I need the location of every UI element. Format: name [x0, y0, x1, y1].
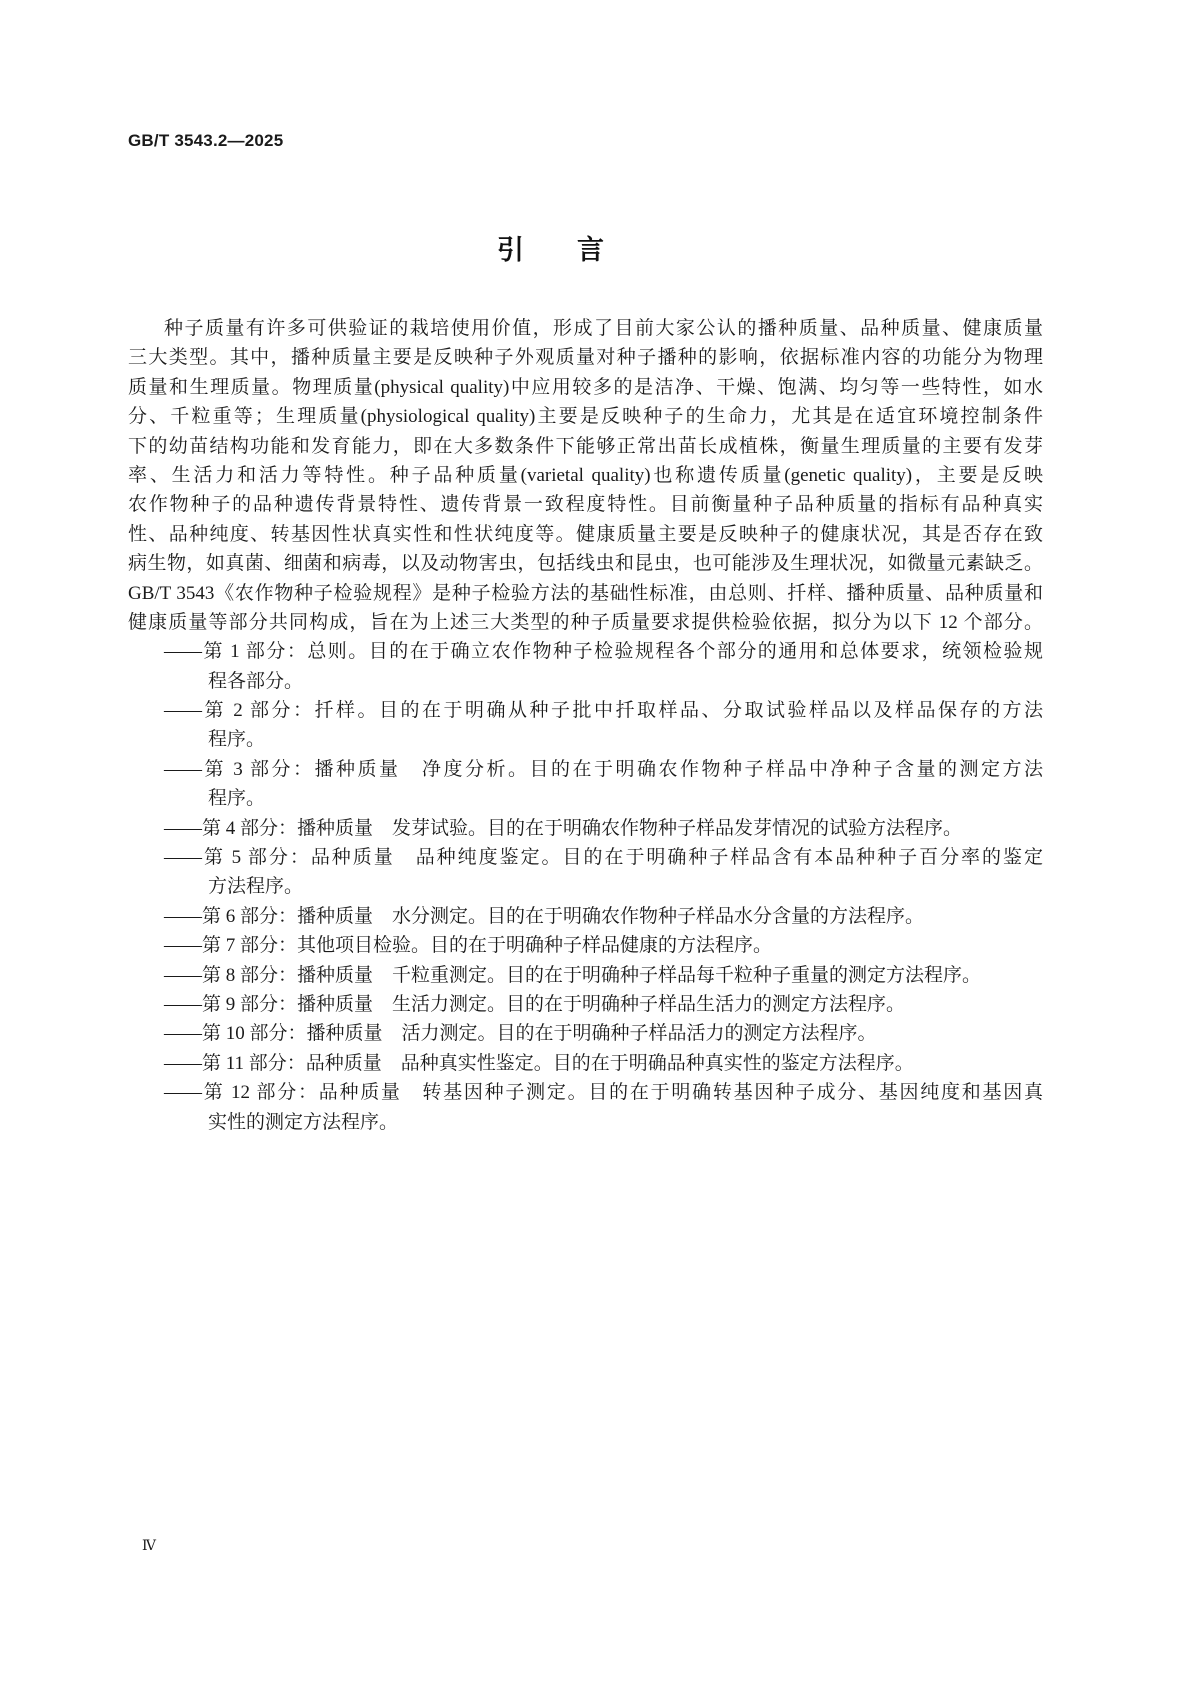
page-title: 引 言 [497, 235, 617, 266]
part-line: 方法程序。 [208, 876, 304, 898]
intro-line: GB/T 3543《农作物种子检验规程》是种子检验方法的基础性标准，由总则、扦样、播种质量、品种质量和 [128, 582, 1043, 604]
part-item-7 [128, 931, 1043, 960]
parts-list [128, 637, 1043, 1137]
intro-line: 三大类型。其中，播种质量主要是反映种子外观质量对种子播种的影响，依据标准内容的功能分为物理 [128, 347, 1043, 369]
part-line: ——第 6 部分：播种质量 水分测定。目的在于明确农作物种子样品水分含量的方法程序。 [164, 905, 925, 927]
part-item-9 [128, 990, 1043, 1019]
part-item-1 [128, 637, 1043, 696]
part-line: ——第 12 部分：品种质量 转基因种子测定。目的在于明确转基因种子成分、基因纯度和基因真 [164, 1082, 1043, 1104]
intro-line: 农作物种子的品种遗传背景特性、遗传背景一致程度特性。目前衡量种子品种质量的指标有品种真实 [128, 494, 1043, 516]
part-item-3 [128, 755, 1043, 814]
part-line: ——第 1 部分：总则。目的在于确立农作物种子检验规程各个部分的通用和总体要求，统领检验规 [164, 641, 1043, 663]
standard-code-header: GB/T 3543.2—2025 [128, 131, 284, 150]
part-item-4 [128, 814, 1043, 843]
document-body [128, 314, 1043, 1137]
part-item-11 [128, 1049, 1043, 1078]
part-line: 程序。 [208, 729, 266, 751]
part-line: ——第 3 部分：播种质量 净度分析。目的在于明确农作物种子样品中净种子含量的测定方法 [164, 758, 1043, 780]
part-line: ——第 4 部分：播种质量 发芽试验。目的在于明确农作物种子样品发芽情况的试验方法程序。 [164, 817, 963, 839]
part-line: ——第 2 部分：扦样。目的在于明确从种子批中扦取样品、分取试验样品以及样品保存的方法 [164, 700, 1043, 722]
part-item-6 [128, 902, 1043, 931]
intro-line: 下的幼苗结构功能和发育能力，即在大多数条件下能够正常出苗长成植株，衡量生理质量的主要有发芽 [128, 435, 1043, 457]
intro-line: 病生物，如真菌、细菌和病毒，以及动物害虫，包括线虫和昆虫，也可能涉及生理状况，如微量元素缺乏。 [128, 553, 1043, 575]
intro-line: 率、生活力和活力等特性。种子品种质量(varietal quality)也称遗传质量(genetic quality)，主要是反映 [128, 464, 1043, 486]
part-item-5 [128, 843, 1043, 902]
part-line: ——第 11 部分：品种质量 品种真实性鉴定。目的在于明确品种真实性的鉴定方法程序。 [164, 1052, 914, 1074]
part-item-8 [128, 961, 1043, 990]
part-line: 程各部分。 [208, 670, 304, 692]
part-line: ——第 9 部分：播种质量 生活力测定。目的在于明确种子样品生活力的测定方法程序。 [164, 993, 906, 1015]
part-line: ——第 5 部分：品种质量 品种纯度鉴定。目的在于明确种子样品含有本品种种子百分率的鉴定 [164, 847, 1043, 869]
part-line: ——第 8 部分：播种质量 千粒重测定。目的在于明确种子样品每千粒种子重量的测定方法程序。 [164, 964, 982, 986]
intro-line: 种子质量有许多可供验证的栽培使用价值，形成了目前大家公认的播种质量、品种质量、健康质量 [164, 318, 1043, 339]
intro-line: 健康质量等部分共同构成，旨在为上述三大类型的种子质量要求提供检验依据，拟分为以下 12 个部分。 [128, 611, 1043, 633]
page-number: Ⅳ [142, 1539, 156, 1554]
part-item-12 [128, 1078, 1043, 1137]
intro-line: 质量和生理质量。物理质量(physical quality)中应用较多的是洁净、干燥、饱满、均匀等一些特性，如水 [128, 376, 1043, 398]
part-line: ——第 10 部分：播种质量 活力测定。目的在于明确种子样品活力的测定方法程序。 [164, 1023, 877, 1045]
part-line: ——第 7 部分：其他项目检验。目的在于明确种子样品健康的方法程序。 [164, 935, 773, 957]
intro-line: 分、千粒重等；生理质量(physiological quality)主要是反映种子的生命力，尤其是在适宜环境控制条件 [128, 406, 1043, 428]
part-item-2 [128, 696, 1043, 755]
part-line: 实性的测定方法程序。 [208, 1111, 399, 1133]
intro-paragraph [128, 314, 1043, 637]
part-line: 程序。 [208, 788, 266, 810]
intro-line: 性、品种纯度、转基因性状真实性和性状纯度等。健康质量主要是反映种子的健康状况，其是否存在致 [128, 523, 1043, 545]
part-item-10 [128, 1019, 1043, 1048]
